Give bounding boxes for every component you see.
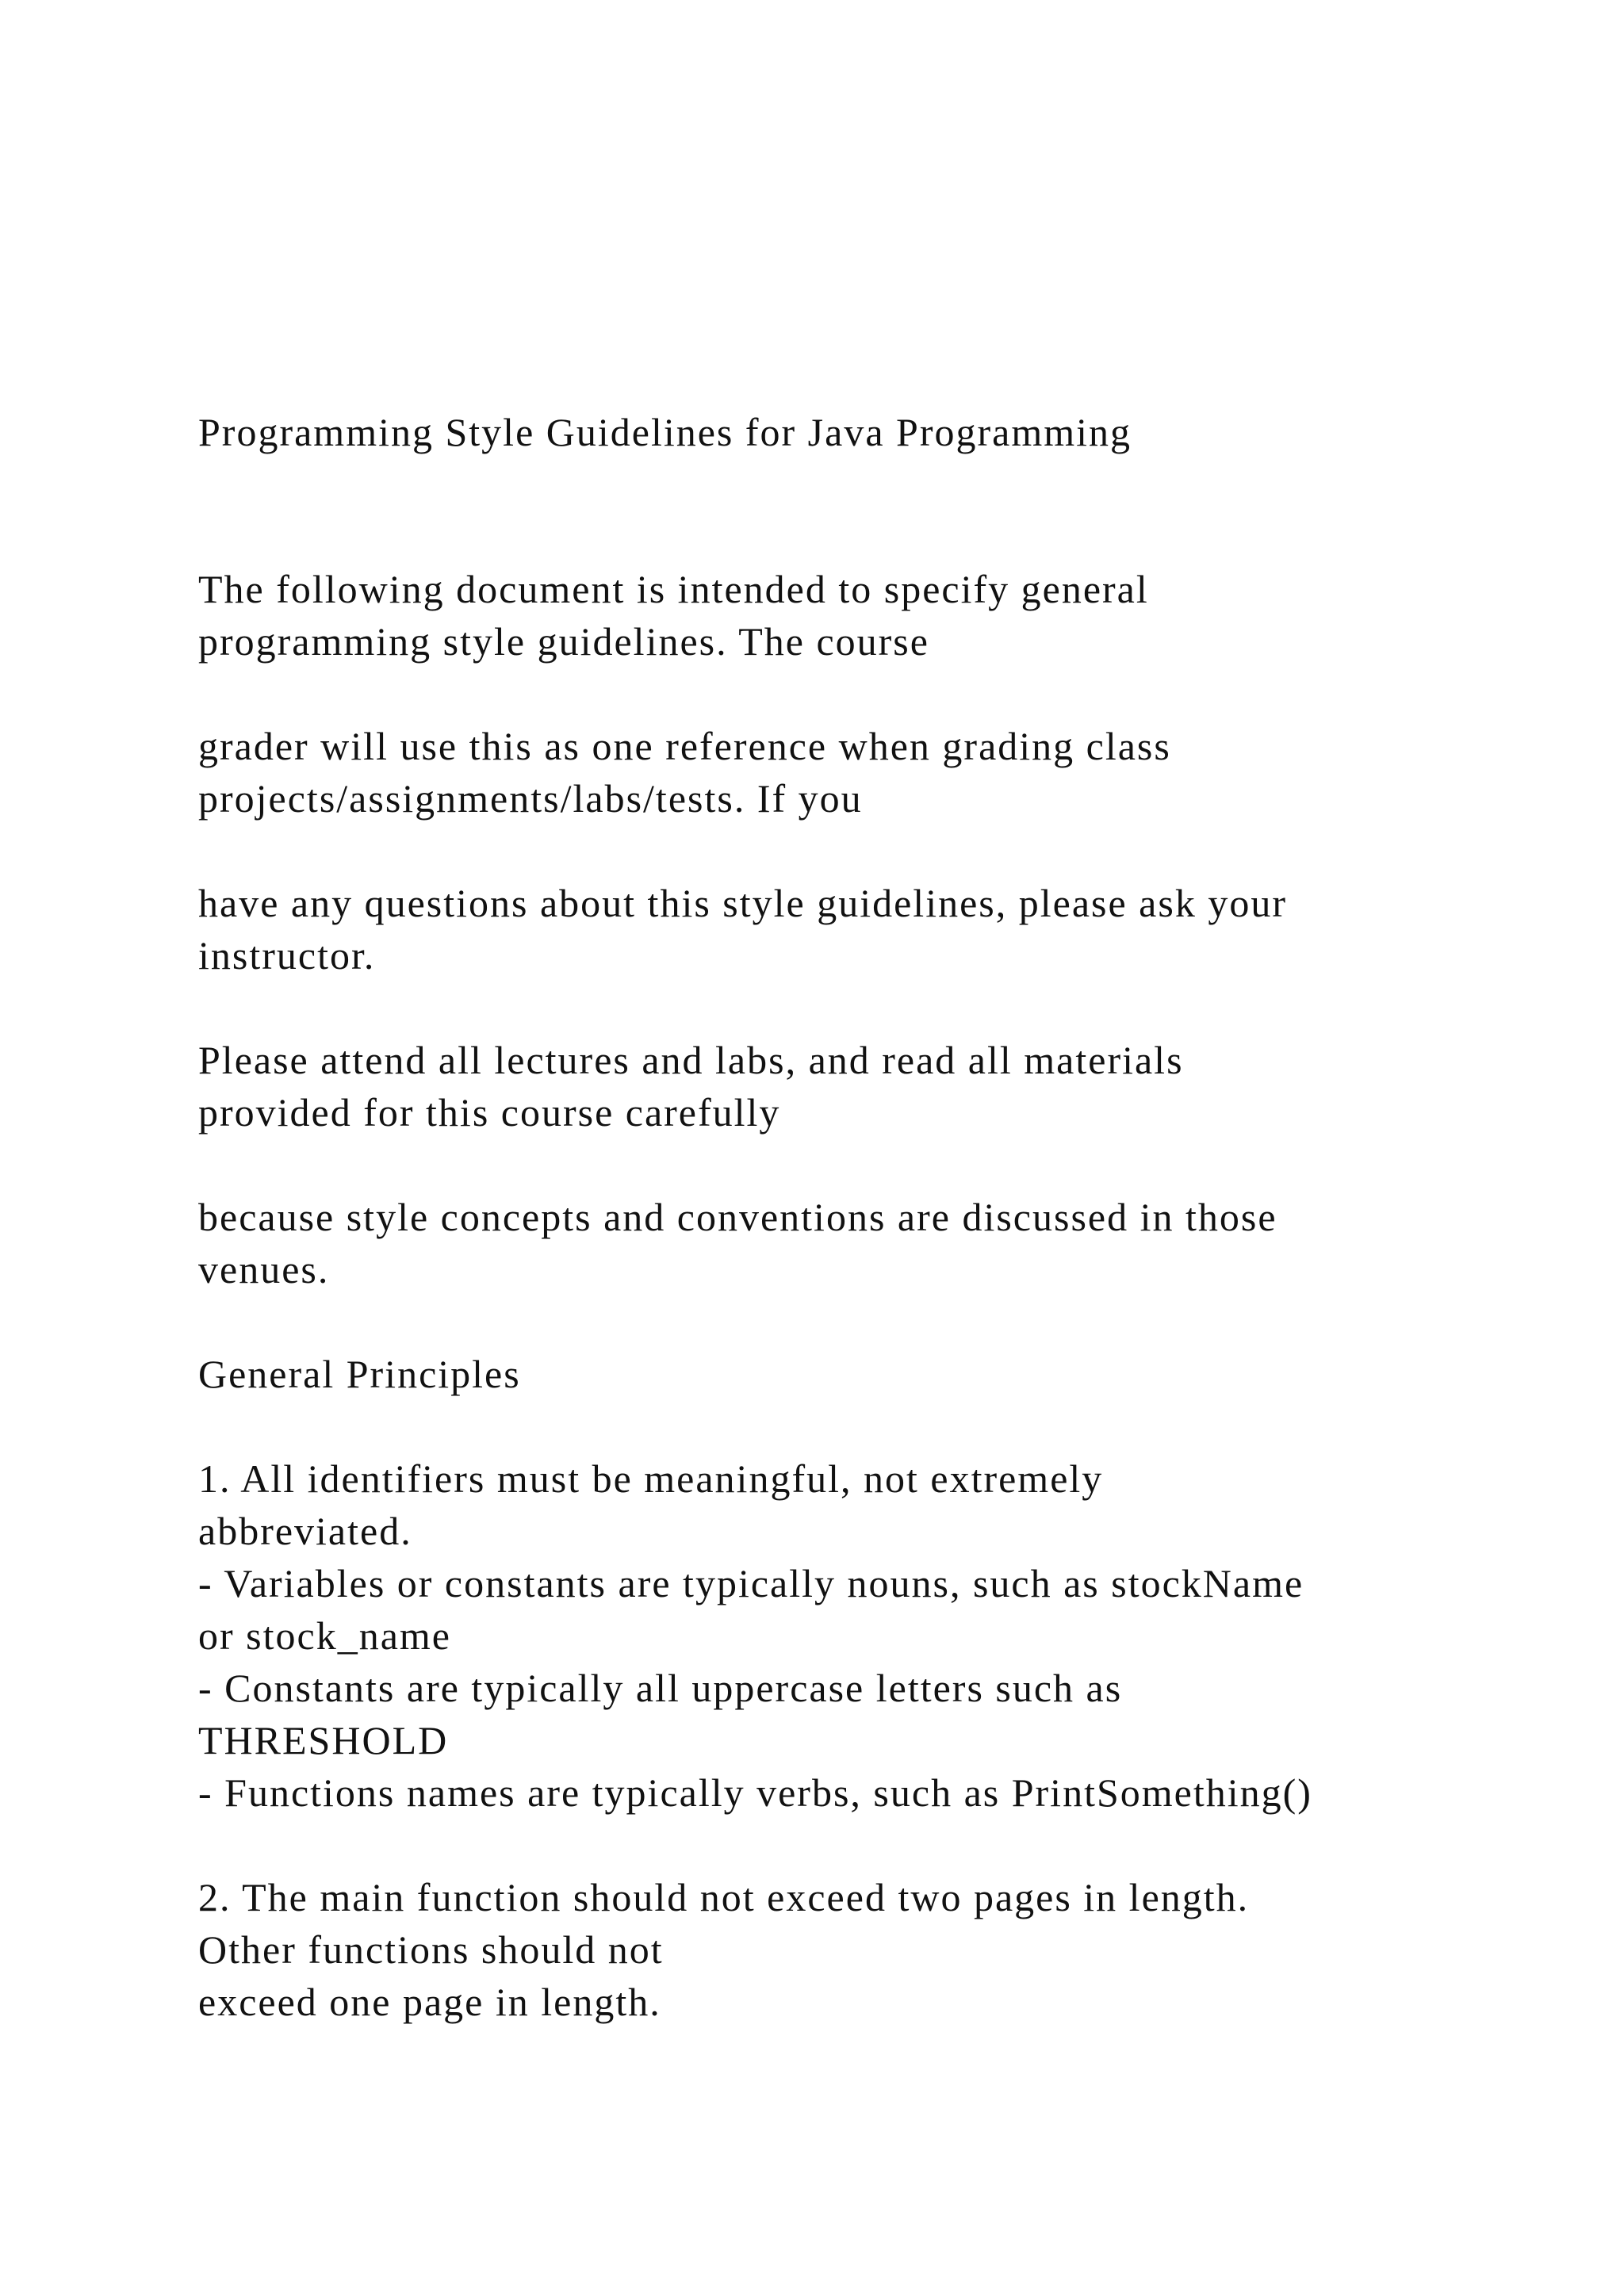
intro-line-3: grader will use this as one reference when grading class (198, 724, 1171, 768)
principle-1-line-6: THRESHOLD (198, 1718, 449, 1762)
intro-line-10: venues. (198, 1247, 330, 1292)
intro-line-4: projects/assignments/labs/tests. If you (198, 776, 863, 821)
principle-1-line-5: - Constants are typically all uppercase letters such as (198, 1666, 1123, 1710)
intro-line-5: have any questions about this style guidelines, please ask your (198, 881, 1287, 925)
principle-1-line-7: - Functions names are typically verbs, such as PrintSomething() (198, 1770, 1312, 1815)
intro-line-9: because style concepts and conventions are discussed in those (198, 1195, 1277, 1239)
intro-line-7: Please attend all lectures and labs, and read all materials (198, 1038, 1184, 1082)
principle-1-line-1: 1. All identifiers must be meaningful, not extremely (198, 1456, 1104, 1501)
principle-2-line-3: exceed one page in length. (198, 1980, 661, 2024)
principle-2-line-2: Other functions should not (198, 1927, 664, 1972)
section-heading: General Principles (198, 1352, 521, 1396)
principle-1-line-3: - Variables or constants are typically nouns, such as stockName (198, 1561, 1304, 1605)
principle-1-line-4: or stock_name (198, 1613, 451, 1658)
intro-line-1: The following document is intended to specify general (198, 567, 1149, 611)
document-title: Programming Style Guidelines for Java Programming (198, 410, 1132, 454)
intro-line-2: programming style guidelines. The course (198, 619, 929, 664)
principle-2-line-1: 2. The main function should not exceed two pages in length. (198, 1875, 1250, 1919)
intro-line-6: instructor. (198, 933, 376, 978)
intro-line-8: provided for this course carefully (198, 1090, 781, 1135)
principle-1-line-2: abbreviated. (198, 1509, 412, 1553)
